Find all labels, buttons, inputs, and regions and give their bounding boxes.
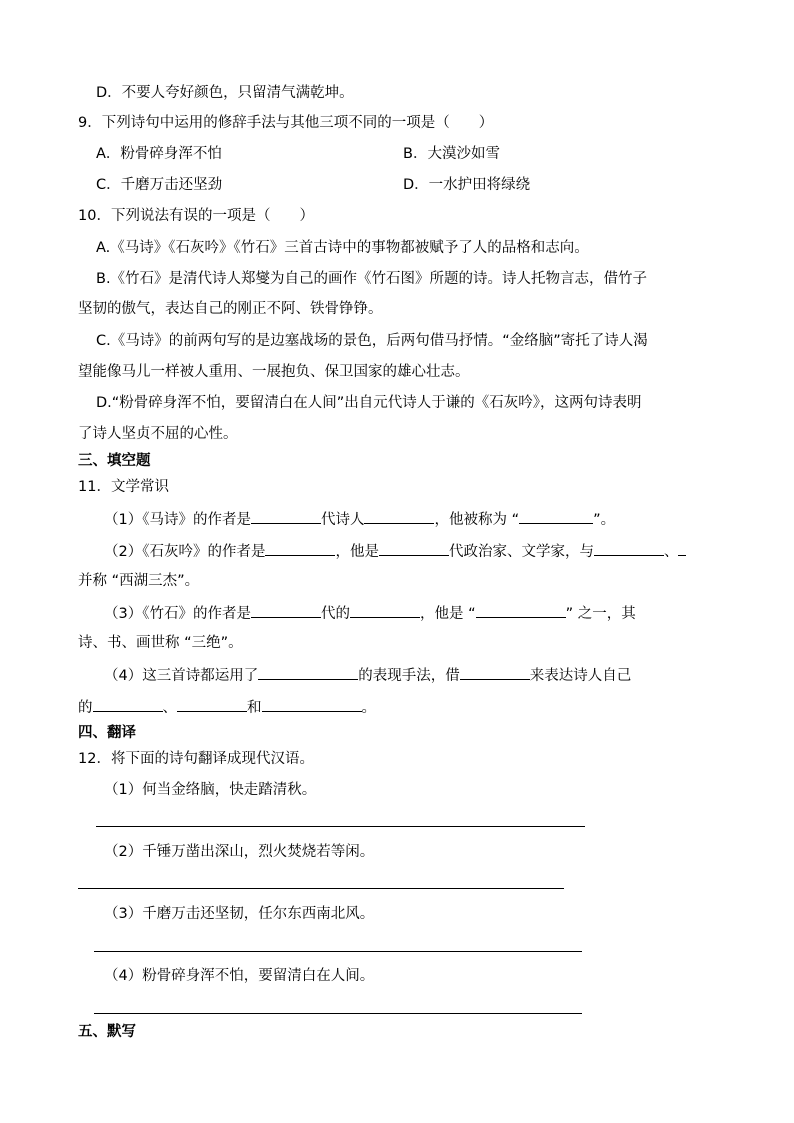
q10-option-c-line2: 望能像马儿一样被人重用、一展抱负、保卫国家的雄心壮志。 — [78, 364, 470, 380]
fill-blank[interactable] — [519, 508, 593, 524]
q12-sentence-4: （4）粉骨碎身浑不怕，要留清白在人间。 — [104, 968, 375, 984]
q11-line-2-cont: 并称 “西湖三杰”。 — [78, 573, 200, 589]
fill-blank[interactable] — [476, 602, 566, 618]
fill-blank[interactable] — [678, 540, 686, 556]
answer-line-2[interactable] — [78, 888, 564, 889]
fill-blank[interactable] — [251, 508, 321, 524]
section-4-title: 四、翻译 — [78, 725, 136, 741]
fill-blank[interactable] — [350, 602, 420, 618]
q12-sentence-1: （1）何当金络脑，快走踏清秋。 — [104, 782, 317, 798]
answer-line-4[interactable] — [94, 1013, 582, 1014]
q11-stem: 11．文学常识 — [78, 479, 169, 495]
fill-blank[interactable] — [460, 664, 530, 680]
q9-option-d: D．一水护田将绿绕 — [403, 177, 531, 193]
q12-stem: 12．将下面的诗句翻译成现代汉语。 — [78, 751, 314, 767]
q11-line-3: （3）《竹石》的作者是 代的 ，他是 “ ” 之一，其 — [104, 602, 636, 624]
q10-option-d-line1: D.“粉骨碎身浑不怕，要留清白在人间”出自元代诗人于谦的《石灰吟》，这两句诗表明 — [96, 395, 642, 411]
q10-option-a: A.《马诗》《石灰吟》《竹石》三首古诗中的事物都被赋予了人的品格和志向。 — [96, 240, 589, 256]
answer-line-1[interactable] — [96, 826, 585, 827]
q11-line-2: （2）《石灰吟》的作者是 ，他是 代政治家、文学家，与 、 — [104, 540, 686, 562]
fill-blank[interactable] — [265, 540, 335, 556]
q11-line-4: （4）这三首诗都运用了 的表现手法，借 来表达诗人自己 — [104, 664, 631, 686]
fill-blank[interactable] — [594, 540, 664, 556]
q10-option-b-line2: 坚韧的傲气，表达自己的刚正不阿、铁骨铮铮。 — [78, 301, 383, 317]
fill-blank[interactable] — [251, 602, 321, 618]
fill-blank[interactable] — [262, 696, 362, 712]
q10-option-d-line2: 了诗人坚贞不屈的心性。 — [78, 426, 238, 442]
fill-blank[interactable] — [379, 540, 449, 556]
answer-line-3[interactable] — [94, 951, 582, 952]
q9-option-a: A．粉骨碎身浑不怕 — [96, 146, 222, 162]
section-5-title: 五、默写 — [78, 1024, 136, 1040]
q10-option-c-line1: C.《马诗》的前两句写的是边塞战场的景色，后两句借马抒情。“金络脑”寄托了诗人渴 — [96, 333, 648, 349]
fill-blank[interactable] — [93, 696, 163, 712]
q12-sentence-3: （3）千磨万击还坚韧，任尔东西南北风。 — [104, 906, 375, 922]
q9-option-b: B．大漠沙如雪 — [403, 146, 500, 162]
q8-option-d: D．不要人夸好颜色，只留清气满乾坤。 — [96, 85, 354, 101]
q11-line-3-cont: 诗、书、画世称 “三绝”。 — [78, 635, 243, 651]
q9-stem: 9．下列诗句中运用的修辞手法与其他三项不同的一项是（ ） — [78, 115, 494, 131]
section-3-title: 三、填空题 — [78, 453, 151, 469]
fill-blank[interactable] — [258, 664, 358, 680]
q10-stem: 10．下列说法有误的一项是（ ） — [78, 208, 314, 224]
fill-blank[interactable] — [177, 696, 247, 712]
q11-line-4-cont: 的 、 和 。 — [78, 696, 376, 718]
q10-option-b-line1: B.《竹石》是清代诗人郑燮为自己的画作《竹石图》所题的诗。诗人托物言志，借竹子 — [96, 271, 648, 287]
q11-line-1: （1）《马诗》的作者是 代诗人 ，他被称为 “ ”。 — [104, 508, 615, 530]
q9-option-c: C．千磨万击还坚劲 — [96, 177, 223, 193]
q12-sentence-2: （2）千锤万凿出深山，烈火焚烧若等闲。 — [104, 844, 375, 860]
fill-blank[interactable] — [364, 508, 434, 524]
